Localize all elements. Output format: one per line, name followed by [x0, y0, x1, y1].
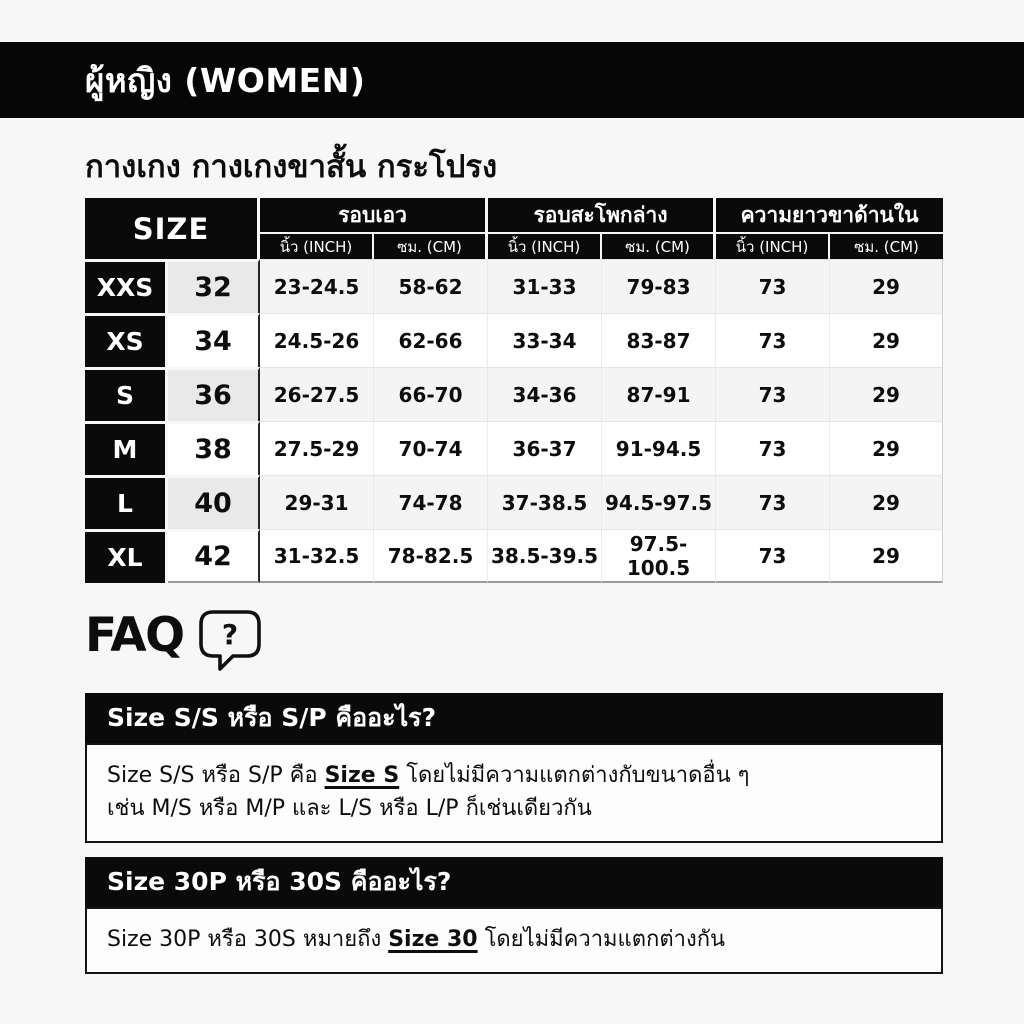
- size-label: XL: [85, 529, 168, 583]
- svg-text:?: ?: [221, 618, 238, 652]
- measurement-value: 62-66: [374, 313, 488, 367]
- faq-list: [85, 693, 943, 974]
- size-number: 32: [168, 259, 260, 313]
- size-row-l: [85, 475, 943, 529]
- size-label: S: [85, 367, 168, 421]
- banner-title: ผู้หญิง (WOMEN): [85, 60, 366, 100]
- measurement-value: 73: [716, 313, 830, 367]
- measurement-value: 29: [830, 313, 943, 367]
- measurement-value: 87-91: [602, 367, 716, 421]
- measurement-value: 37-38.5: [488, 475, 602, 529]
- measurement-value: 73: [716, 259, 830, 313]
- size-row-xs: [85, 313, 943, 367]
- measurement-value: 36-37: [488, 421, 602, 475]
- faq-answer-line: Size 30P หรือ 30S หมายถึง Size 30 โดยไม่มีความแตกต่างกัน: [107, 927, 726, 953]
- measurement-value: 27.5-29: [260, 421, 374, 475]
- faq-item-2: [85, 857, 943, 974]
- measurement-value: 33-34: [488, 313, 602, 367]
- measurement-value: 29: [830, 367, 943, 421]
- measurement-value: 83-87: [602, 313, 716, 367]
- hip-cm-subheader: ซม. (CM): [602, 234, 716, 259]
- measurement-value: 34-36: [488, 367, 602, 421]
- faq-question: Size 30P หรือ 30S คืออะไร?: [85, 857, 943, 907]
- waist-group-header: รอบเอว: [260, 198, 488, 234]
- faq-header: [85, 608, 943, 673]
- size-label: L: [85, 475, 168, 529]
- inseam-cm-subheader: ซม. (CM): [830, 234, 943, 259]
- size-label: M: [85, 421, 168, 475]
- size-number: 42: [168, 529, 260, 583]
- faq-answer: [85, 743, 943, 843]
- question-speech-bubble-icon: [198, 609, 262, 671]
- measurement-value: 79-83: [602, 259, 716, 313]
- size-number: 40: [168, 475, 260, 529]
- measurement-value: 73: [716, 529, 830, 583]
- size-row-xxs: [85, 259, 943, 313]
- inseam-inch-subheader: นิ้ว (INCH): [716, 234, 830, 259]
- measurement-value: 29: [830, 421, 943, 475]
- waist-cm-subheader: ซม. (CM): [374, 234, 488, 259]
- measurement-value: 29: [830, 259, 943, 313]
- measurement-value: 29-31: [260, 475, 374, 529]
- measurement-value: 97.5-100.5: [602, 529, 716, 583]
- garment-type-heading: กางเกง กางเกงขาสั้น กระโปรง: [85, 149, 498, 185]
- measurement-value: 66-70: [374, 367, 488, 421]
- measurement-value: 78-82.5: [374, 529, 488, 583]
- measurement-value: 38.5-39.5: [488, 529, 602, 583]
- measurement-value: 24.5-26: [260, 313, 374, 367]
- measurement-value: 91-94.5: [602, 421, 716, 475]
- measurement-value: 70-74: [374, 421, 488, 475]
- women-banner: [0, 42, 1024, 118]
- measurement-value: 73: [716, 367, 830, 421]
- faq-answer-line: Size S/S หรือ S/P คือ Size S โดยไม่มีความแตกต่างกับขนาดอื่น ๆ: [107, 763, 750, 789]
- faq-title: FAQ: [85, 608, 184, 664]
- measurement-value: 29: [830, 529, 943, 583]
- measurement-value: 73: [716, 475, 830, 529]
- inseam-group-header: ความยาวขาด้านใน: [716, 198, 943, 234]
- measurement-value: 23-24.5: [260, 259, 374, 313]
- size-row-s: [85, 367, 943, 421]
- size-label: XS: [85, 313, 168, 367]
- size-number: 36: [168, 367, 260, 421]
- size-number: 34: [168, 313, 260, 367]
- faq-answer: [85, 907, 943, 974]
- faq-item-1: [85, 693, 943, 843]
- measurement-value: 73: [716, 421, 830, 475]
- hip-group-header: รอบสะโพกล่าง: [488, 198, 716, 234]
- size-row-m: [85, 421, 943, 475]
- measurement-value: 29: [830, 475, 943, 529]
- content: [85, 150, 943, 974]
- faq-question: Size S/S หรือ S/P คืออะไร?: [85, 693, 943, 743]
- size-chart-table: [85, 198, 943, 583]
- waist-inch-subheader: นิ้ว (INCH): [260, 234, 374, 259]
- size-row-xl: [85, 529, 943, 583]
- size-number: 38: [168, 421, 260, 475]
- measurement-value: 31-33: [488, 259, 602, 313]
- size-label: XXS: [85, 259, 168, 313]
- measurement-value: 31-32.5: [260, 529, 374, 583]
- measurement-value: 58-62: [374, 259, 488, 313]
- measurement-value: 26-27.5: [260, 367, 374, 421]
- measurement-value: 74-78: [374, 475, 488, 529]
- size-column-header: SIZE: [85, 198, 260, 259]
- hip-inch-subheader: นิ้ว (INCH): [488, 234, 602, 259]
- measurement-value: 94.5-97.5: [602, 475, 716, 529]
- faq-answer-line: เช่น M/S หรือ M/P และ L/S หรือ L/P ก็เช่นเดียวกัน: [107, 796, 592, 822]
